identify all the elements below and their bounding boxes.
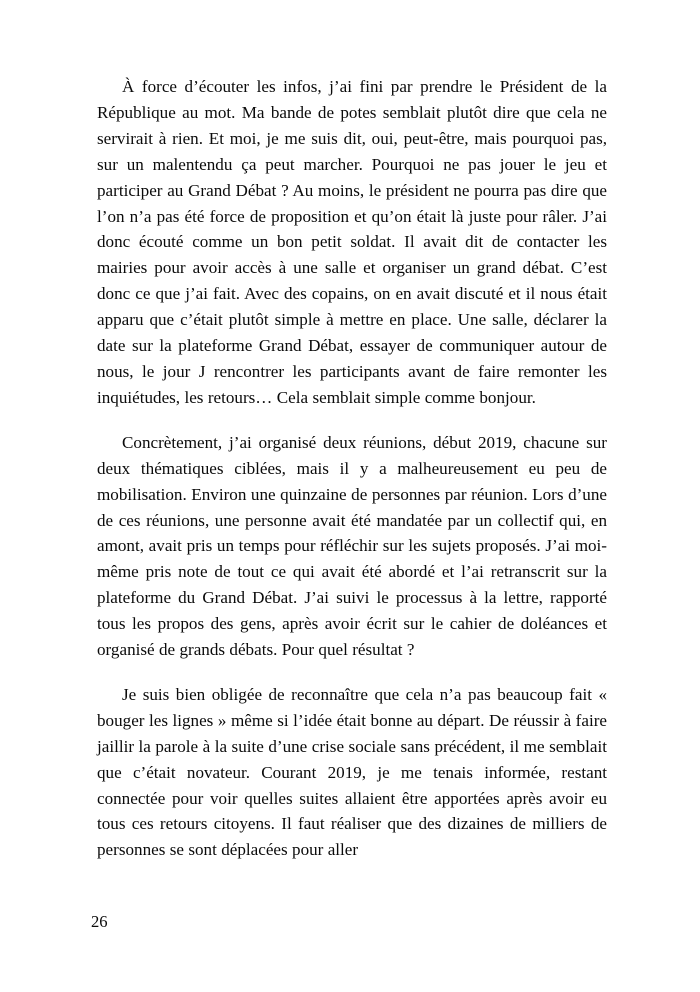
page-text-block bbox=[97, 74, 607, 863]
body-paragraph-3: Je suis bien obligée de reconnaître que cela n’a pas beaucoup fait « bouger les lignes » même si l’idée était bonne au départ. De réussir à faire jaillir la parole à la suite d’une crise sociale sans précédent, il me semblait que c’était novateur. Courant 2019, je me tenais informée, restant connectée pour voir quelles suites allaient être apportées après avoir eu tous ces retours citoyens. Il faut réaliser que des dizaines de milliers de personnes se sont déplacées pour aller bbox=[97, 684, 607, 860]
page-number: 26 bbox=[91, 912, 108, 931]
body-paragraph-1: À force d’écouter les infos, j’ai fini par prendre le Président de la République au mot. Ma bande de potes semblait plutôt dire que cela ne servirait à rien. Et moi, je me suis dit, oui, peut-être, mais pourquoi pas, sur un malentendu ça peut marcher. Pourquoi ne pas jouer le jeu et participer au Grand Débat ? Au moins, le président ne pourra pas dire que l’on n’a pas été force de proposition et qu’on était là juste pour râler. J’ai donc écouté comme un bon petit soldat. Il avait dit de contacter les mairies pour avoir accès à une salle et organiser un grand débat. C’est donc ce que j’ai fait. Avec des copains, on en avait discuté et il nous était apparu que c’était plutôt simple à mettre en place. Une salle, déclarer la date sur la plateforme Grand Débat, essayer de communiquer autour de nous, le jour J rencontrer les participants avant de faire remonter les inquiétudes, les retours… Cela semblait simple comme bonjour. bbox=[97, 77, 607, 407]
body-paragraph-2: Concrètement, j’ai organisé deux réunions, début 2019, chacune sur deux thématiques ciblées, mais il y a malheureusement eu peu de mobilisation. Environ une quinzaine de personnes par réunion. Lors d’une de ces réunions, une personne avait été mandatée par un collectif qui, en amont, avait pris un temps pour réfléchir sur les sujets proposés. J’ai moi-même pris note de tout ce qui avait été abordé et l’ai retranscrit sur la plateforme du Grand Débat. J’ai suivi le processus à la lettre, rapporté tous les propos des gens, après avoir écrit sur le cahier de doléances et organisé de grands débats. Pour quel résultat ? bbox=[97, 432, 607, 660]
